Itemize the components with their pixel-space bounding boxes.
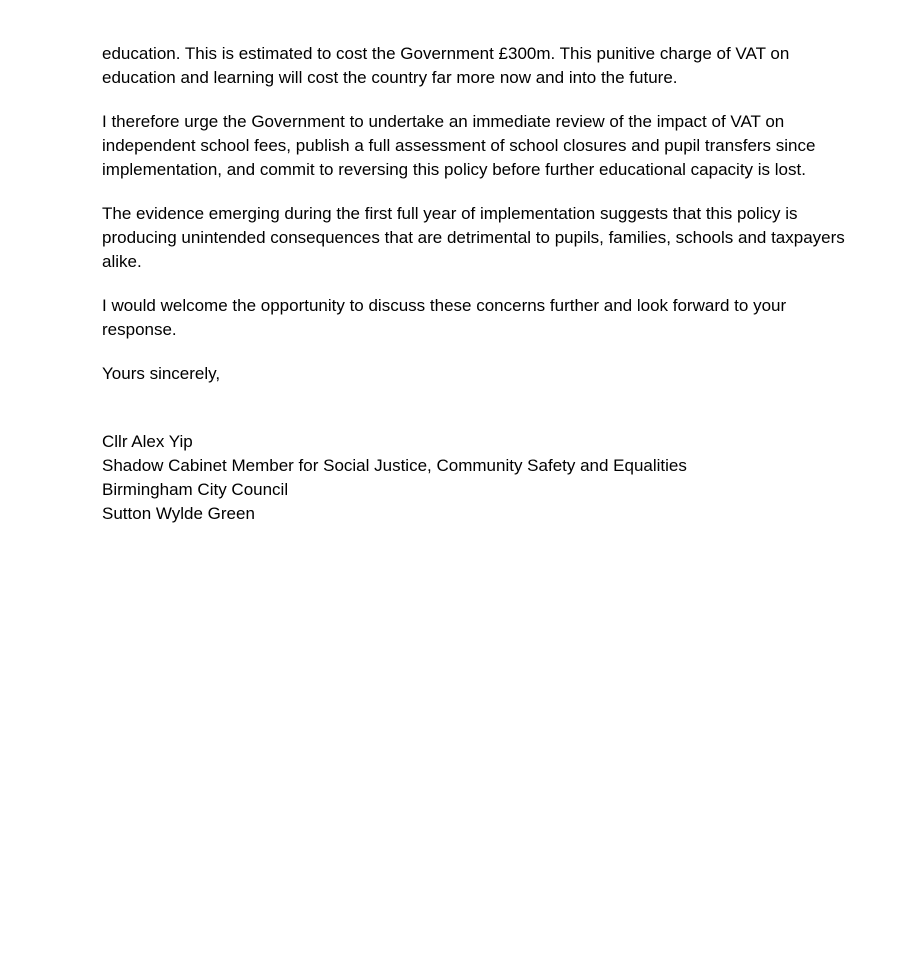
paragraph-welcome-discussion: I would welcome the opportunity to discuss these concerns further and look forward to your response.: [102, 296, 787, 339]
signature-block: [102, 430, 862, 526]
paragraph-evidence: The evidence emerging during the first full year of implementation suggests that this policy is producing unintended consequences that are detrimental to pupils, families, schools and taxpayers alike.: [102, 204, 845, 271]
signature-title: Shadow Cabinet Member for Social Justice, Community Safety and Equalities: [102, 456, 687, 475]
closing-salutation: Yours sincerely,: [102, 364, 221, 383]
paragraph-urge-review: I therefore urge the Government to undertake an immediate review of the impact of VAT on independent school fees, publish a full assessment of school closures and pupil transfers since implementation, and commit to reversing this policy before further educational capacity is lost.: [102, 112, 816, 179]
letter-body: [102, 42, 862, 526]
paragraph-cost-statement: education. This is estimated to cost the Government £300m. This punitive charge of VAT on education and learning will cost the country far more now and into the future.: [102, 44, 790, 87]
signature-name: Cllr Alex Yip: [102, 432, 193, 451]
signature-organisation: Birmingham City Council: [102, 480, 289, 499]
signature-ward: Sutton Wylde Green: [102, 504, 255, 523]
